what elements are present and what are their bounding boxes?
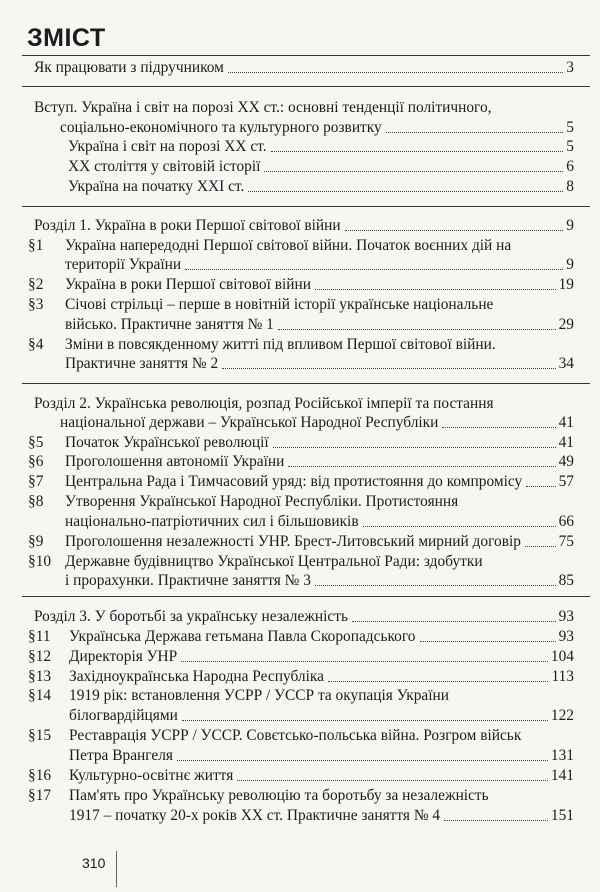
section-number: §2 — [28, 276, 44, 293]
page-ref: 151 — [550, 807, 574, 824]
toc-entry[interactable] — [0, 472, 600, 491]
section-number: §16 — [28, 767, 52, 784]
toc-entry-title: території України — [65, 256, 182, 273]
dot-leader — [237, 780, 548, 781]
toc-entry[interactable] — [0, 413, 600, 432]
toc-entry[interactable] — [0, 275, 600, 294]
page-ref: 41 — [558, 434, 574, 451]
section-number: §8 — [28, 493, 44, 510]
toc-entry-title: Вступ. Україна і світ на порозі XX ст.: основні тенденції політичного, — [34, 99, 492, 116]
section-number: §12 — [28, 648, 52, 665]
dot-leader — [315, 289, 556, 290]
page-ref: 41 — [558, 414, 574, 431]
dot-leader — [181, 661, 548, 662]
dot-leader — [442, 427, 556, 428]
toc-entry[interactable] — [0, 552, 600, 571]
toc-entry[interactable] — [0, 706, 600, 725]
toc-entry[interactable] — [0, 315, 600, 334]
toc-entry[interactable] — [0, 726, 600, 745]
toc-entry-title: Початок Української революції — [65, 434, 269, 451]
page-ref: 122 — [550, 707, 574, 724]
page-ref: 113 — [551, 668, 574, 685]
page-ref: 29 — [558, 316, 574, 333]
section-number: §4 — [28, 336, 44, 353]
page-ref: 75 — [558, 533, 574, 550]
section-divider — [22, 596, 590, 597]
section-number: §1 — [28, 237, 44, 254]
section-divider — [22, 55, 590, 56]
dot-leader — [228, 72, 563, 73]
toc-entry-title: Розділ 1. Україна в роки Першої світової війни — [34, 217, 341, 234]
toc-entry-title: Державне будівництво Української Центральної Ради: здобутки — [65, 553, 483, 570]
page-title: ЗМІСТ — [27, 24, 106, 52]
toc-entry-title: Україна напередодні Першої світової війни. Початок воєнних дій на — [65, 237, 512, 254]
page-ref: 5 — [566, 119, 574, 136]
toc-entry[interactable] — [0, 607, 600, 626]
toc-entry[interactable] — [0, 394, 600, 413]
section-number: §14 — [28, 687, 52, 704]
toc-entry[interactable] — [0, 492, 600, 511]
section-number: §13 — [28, 668, 52, 685]
page-ref: 9 — [566, 256, 574, 273]
toc-entry-title: Україна і світ на порозі XX ст. — [68, 138, 267, 155]
page-ref: 34 — [558, 355, 574, 372]
page-ref: 57 — [558, 473, 574, 490]
section-number: §5 — [28, 434, 44, 451]
toc-entry[interactable] — [0, 177, 600, 196]
toc-entry[interactable] — [0, 157, 600, 176]
dot-leader — [248, 191, 563, 192]
toc-entry-title: XX століття у світовій історії — [68, 158, 261, 175]
section-number: §7 — [28, 473, 44, 490]
section-divider — [22, 383, 590, 384]
toc-entry[interactable] — [0, 786, 600, 805]
dot-leader — [345, 230, 563, 231]
section-number: §10 — [28, 553, 52, 570]
toc-entry[interactable] — [0, 532, 600, 551]
page-ref: 19 — [558, 276, 574, 293]
page-ref: 104 — [550, 648, 574, 665]
toc-entry[interactable] — [0, 627, 600, 646]
dot-leader — [526, 486, 556, 487]
dot-leader — [271, 151, 563, 152]
page-edge-line — [116, 851, 117, 887]
toc-entry-title: Січові стрільці – перше в новітній історії українське національне — [65, 296, 494, 313]
toc-entry[interactable] — [0, 354, 600, 373]
dot-leader — [328, 681, 548, 682]
toc-entry-title: Західноукраїнська Народна Республіка — [69, 668, 324, 685]
toc-entry-title: Реставрація УСРР / УССР. Совєтсько-польська війна. Розгром військ — [69, 727, 522, 744]
section-number: §17 — [28, 787, 52, 804]
toc-entry-title: Українська Держава гетьмана Павла Скоропадського — [69, 628, 416, 645]
toc-entry-title: Проголошення незалежності УНР. Брест-Литовський мирний договір — [65, 533, 521, 550]
toc-entry-title: національної держави – Української Народної Республіки — [60, 414, 439, 431]
page-ref: 3 — [566, 59, 574, 76]
toc-entry[interactable] — [0, 686, 600, 705]
toc-entry-title: Проголошення автономії України — [65, 453, 285, 470]
page-ref: 6 — [566, 158, 574, 175]
section-divider — [22, 206, 590, 207]
dot-leader — [288, 466, 556, 467]
dot-leader — [363, 526, 556, 527]
toc-entry-title: Зміни в повсякденному житті під впливом Першої світової війни. — [65, 336, 496, 353]
section-number: §6 — [28, 453, 44, 470]
dot-leader — [525, 546, 556, 547]
toc-entry[interactable] — [0, 236, 600, 255]
toc-entry-title: соціально-економічного та культурного розвитку — [60, 119, 382, 136]
toc-entry-title: Україна на початку XXI ст. — [68, 178, 245, 195]
page-ref: 141 — [550, 767, 574, 784]
page-number: 310 — [82, 855, 106, 871]
page-ref: 131 — [550, 747, 574, 764]
toc-entry-title: військо. Практичне заняття № 1 — [65, 316, 274, 333]
toc-entry-title: Петра Врангеля — [69, 747, 173, 764]
toc-entry-title: Пам'ять про Українську революцію та боротьбу за незалежність — [69, 787, 489, 804]
dot-leader — [185, 269, 563, 270]
page-ref: 66 — [558, 513, 574, 530]
toc-entry[interactable] — [0, 806, 600, 825]
toc-entry-title: Практичне заняття № 2 — [65, 355, 219, 372]
toc-entry[interactable] — [0, 58, 600, 77]
toc-entry[interactable] — [0, 98, 600, 117]
toc-entry[interactable] — [0, 216, 600, 235]
toc-entry[interactable] — [0, 766, 600, 785]
toc-entry-title: Директорія УНР — [69, 648, 178, 665]
toc-entry[interactable] — [0, 512, 600, 531]
section-divider — [22, 86, 590, 87]
toc-entry[interactable] — [0, 137, 600, 156]
page-ref: 5 — [566, 138, 574, 155]
toc-entry[interactable] — [0, 571, 600, 590]
toc-entry[interactable] — [0, 335, 600, 354]
dot-leader — [182, 720, 548, 721]
toc-entry-title: Розділ 3. У боротьбі за українську незалежність — [34, 608, 349, 625]
dot-leader — [222, 368, 556, 369]
dot-leader — [177, 760, 548, 761]
toc-entry[interactable] — [0, 647, 600, 666]
toc-entry-title: Культурно-освітнє життя — [69, 767, 234, 784]
dot-leader — [273, 447, 556, 448]
dot-leader — [386, 132, 563, 133]
toc-entry-title: Розділ 2. Українська революція, розпад Російської імперії та постання — [34, 395, 494, 412]
toc-entry-title: 1919 рік: встановлення УСРР / УССР та окупація України — [69, 687, 449, 704]
toc-entry-title: Центральна Рада і Тимчасовий уряд: від протистояння до компромісу — [65, 473, 523, 490]
dot-leader — [420, 641, 556, 642]
page-ref: 49 — [558, 453, 574, 470]
dot-leader — [444, 820, 548, 821]
toc-entry-title: Як працювати з підручником — [34, 59, 224, 76]
toc-entry-title: білогвардійцями — [69, 707, 178, 724]
toc-entry-title: Утворення Української Народної Республіки. Протистояння — [65, 493, 459, 510]
section-number: §9 — [28, 533, 44, 550]
toc-entry[interactable] — [0, 452, 600, 471]
section-number: §3 — [28, 296, 44, 313]
dot-leader — [264, 171, 563, 172]
page-ref: 93 — [558, 628, 574, 645]
section-number: §15 — [28, 727, 52, 744]
toc-entry-title: Україна в роки Першої світової війни — [65, 276, 311, 293]
toc-entry-title: і прорахунки. Практичне заняття № 3 — [65, 572, 311, 589]
page-ref: 93 — [558, 608, 574, 625]
toc-entry[interactable] — [0, 746, 600, 765]
page-ref: 85 — [558, 572, 574, 589]
toc-entry[interactable] — [0, 255, 600, 274]
toc-entry-title: 1917 – початку 20-х років XX ст. Практичне заняття № 4 — [69, 807, 441, 824]
page-ref: 8 — [566, 178, 574, 195]
dot-leader — [278, 329, 556, 330]
dot-leader — [352, 621, 556, 622]
section-number: §11 — [28, 628, 51, 645]
toc-entry[interactable] — [0, 118, 600, 137]
toc-entry[interactable] — [0, 667, 600, 686]
dot-leader — [315, 585, 556, 586]
toc-entry[interactable] — [0, 295, 600, 314]
page-ref: 9 — [566, 217, 574, 234]
toc-entry-title: національно-патріотичних сил і більшовиків — [65, 513, 359, 530]
toc-entry[interactable] — [0, 433, 600, 452]
